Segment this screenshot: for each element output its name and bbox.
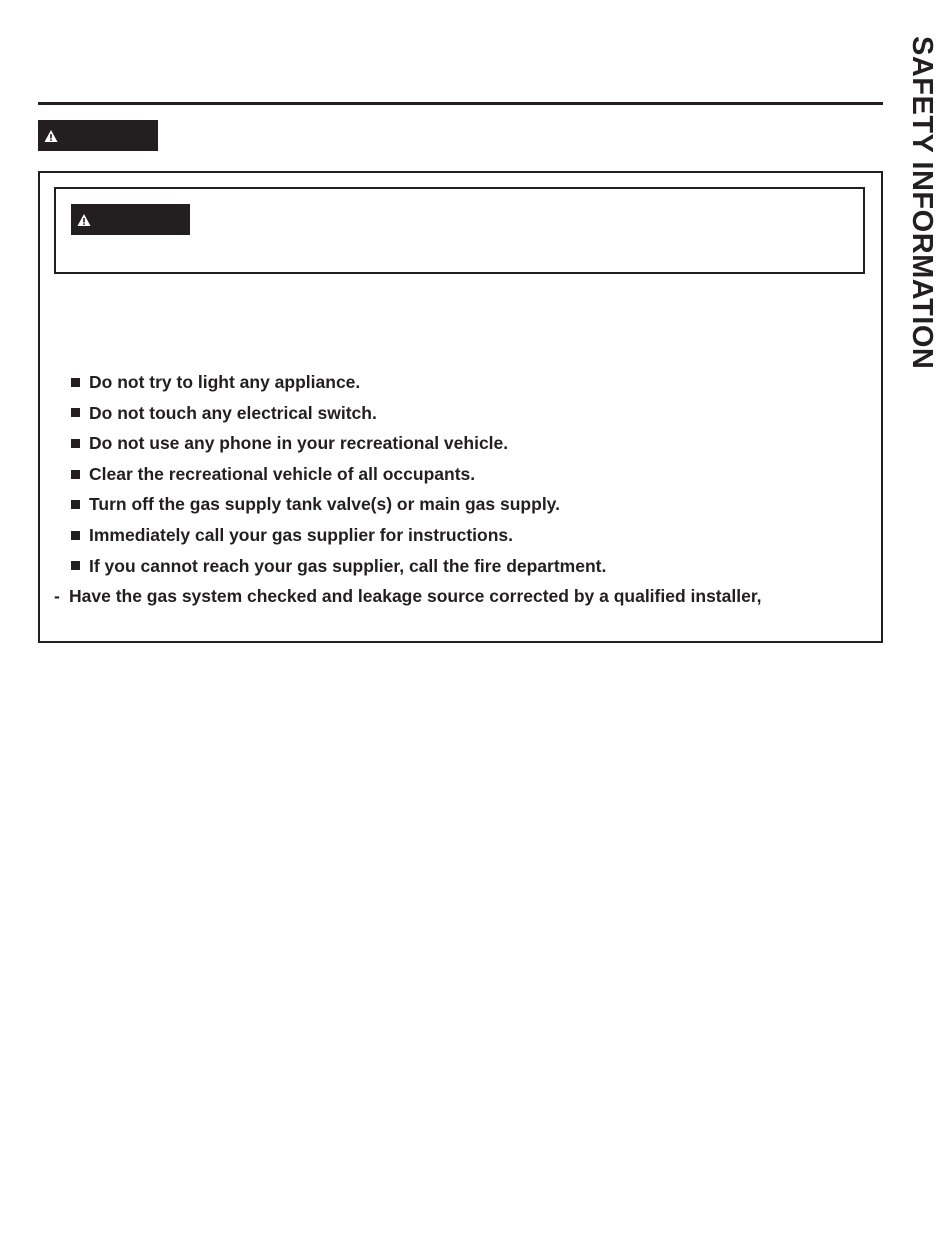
dash-instruction: [54, 581, 762, 611]
square-bullet-icon: [71, 561, 80, 570]
list-item-text: Clear the recreational vehicle of all occupants.: [89, 463, 476, 484]
list-item-text: If you cannot reach your gas supplier, call the fire department.: [89, 555, 607, 576]
warning-triangle-icon: [77, 213, 91, 227]
list-item-text: Do not try to light any appliance.: [89, 372, 361, 392]
list-item-text: Do not touch any electrical switch.: [89, 402, 377, 423]
warning-badge: [38, 120, 158, 151]
list-item: [68, 551, 606, 582]
square-bullet-icon: [71, 531, 80, 540]
square-bullet-icon: [71, 439, 80, 448]
list-item: [68, 367, 606, 398]
warning-badge-inner: [71, 204, 190, 235]
list-item-text: Turn off the gas supply tank valve(s) or main gas supply.: [89, 494, 560, 515]
section-side-title: SAFETY INFORMATION: [906, 36, 938, 370]
square-bullet-icon: [71, 408, 80, 417]
dash-instruction-text: Have the gas system checked and leakage source corrected by a qualified installer,: [69, 586, 762, 606]
list-item-text: Do not use any phone in your recreational vehicle.: [89, 433, 509, 454]
list-item-text: Immediately call your gas supplier for instructions.: [89, 524, 513, 545]
list-item: [68, 489, 606, 520]
list-item: [68, 459, 606, 490]
list-item: [68, 428, 606, 459]
dash-marker: -: [54, 586, 60, 606]
instruction-list: [68, 367, 606, 581]
square-bullet-icon: [71, 500, 80, 509]
square-bullet-icon: [71, 378, 80, 387]
list-item: [68, 398, 606, 429]
square-bullet-icon: [71, 470, 80, 479]
warning-triangle-icon: [44, 129, 58, 143]
list-item: [68, 520, 606, 551]
top-divider: [38, 102, 883, 105]
